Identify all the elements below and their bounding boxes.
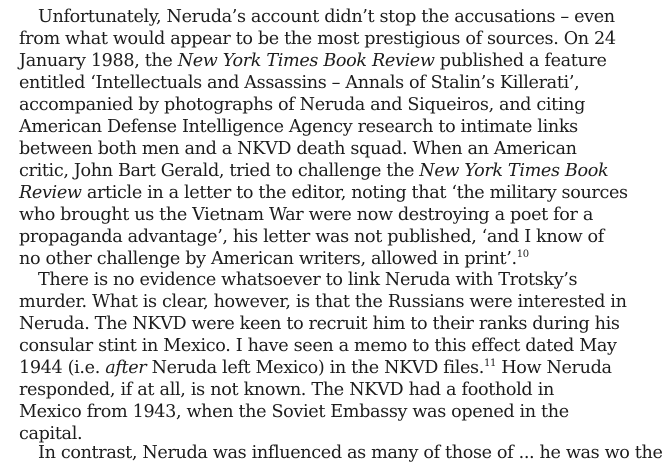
italic-title: Review [19, 183, 82, 203]
text-line: January 1988, the New York Times Book Review published a feature [19, 51, 607, 71]
text-line: Mexico from 1943, when the Soviet Embassy was opened in the [19, 402, 569, 422]
text-line: capital. [19, 424, 83, 444]
text-line: critic, John Bart Gerald, tried to challenge the New York Times Book [19, 161, 609, 181]
text-line: American Defense Intelligence Agency research to intimate links [19, 117, 578, 137]
text-line: Neruda. The NKVD were keen to recruit him to their ranks during his [19, 314, 620, 334]
text-line: who brought us the Vietnam War were now destroying a poet for a [19, 205, 593, 225]
footnote-marker: 11 [483, 358, 497, 369]
text-line: consular stint in Mexico. I have seen a memo to this effect dated May [19, 336, 617, 356]
text-line: propaganda advantage’, his letter was not published, ‘and I know of [19, 227, 604, 247]
footnote-marker: 10 [516, 249, 529, 260]
text-line: Unfortunately, Neruda’s account didn’t stop the accusations – even [38, 7, 615, 27]
text-line: accompanied by photographs of Neruda and Siqueiros, and citing [19, 95, 586, 115]
text-line: from what would appear to be the most prestigious of sources. On 24 [19, 29, 616, 49]
text-line: responded, if at all, is not known. The NKVD had a foothold in [19, 380, 554, 400]
text-line: entitled ‘Intellectuals and Assassins – Annals of Stalin’s Killerati’, [19, 73, 580, 93]
text-line: between both men and a NKVD death squad. When an American [19, 139, 577, 159]
text-line: There is no evidence whatsoever to link Neruda with Trotsky’s [38, 270, 578, 290]
text-line: no other challenge by American writers, allowed in print’.$^{10}$ [19, 249, 529, 269]
text-line: 1944 (i.e. after Neruda left Mexico) in the NKVD files.$^{11}$ How Neruda [19, 358, 612, 378]
text-line: In contrast, Neruda was influenced as many of those of ... he was wo the [38, 443, 663, 463]
italic-title: New York Times Book [419, 161, 609, 181]
text-line: murder. What is clear, however, is that the Russians were interested in [19, 292, 627, 312]
text-line: Review article in a letter to the editor, noting that ‘the military sources [19, 183, 628, 203]
italic-emphasis: after [105, 358, 147, 378]
italic-title: New York Times Book Review [177, 51, 435, 71]
